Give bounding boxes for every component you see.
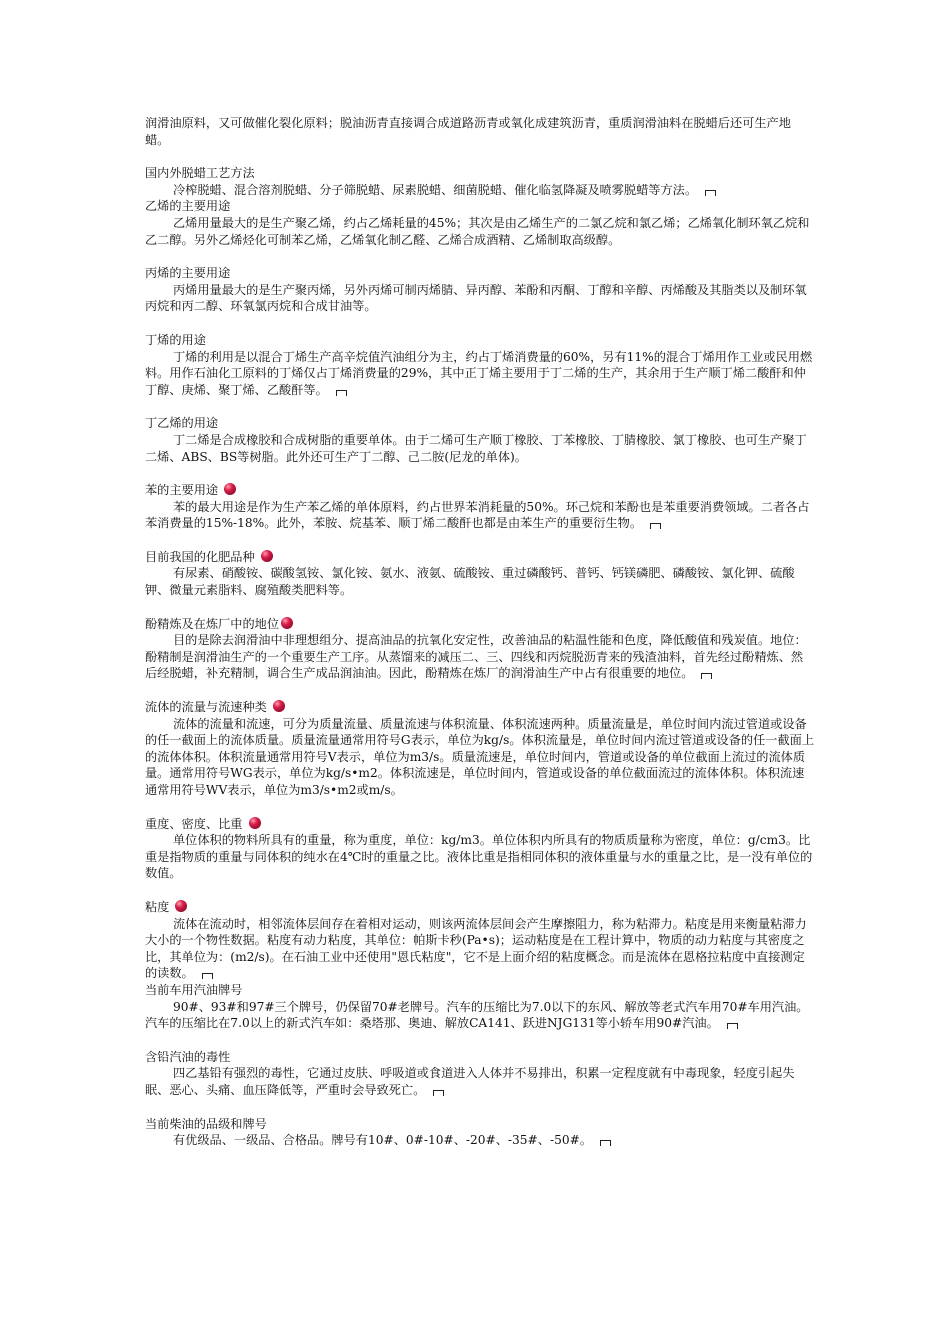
heading-text: 丙烯的主要用途 <box>145 266 231 281</box>
red-bullet-icon <box>273 700 285 712</box>
paragraph-density: 单位体积的物料所具有的重量，称为重度，单位：kg/m3。单位体积内所具有的物质质量称为密度，单位：g/cm3。比重是指物质的重量与同体积的纯水在4℃时的重量之比。液体比重是指相同体积的液体重量与水的重量之比，是一没有单位的数值。 <box>145 833 813 881</box>
paragraph-text: 四乙基铅有强烈的毒性，它通过皮肤、呼吸道或食道进入人体并不易排出，积累一定程度就有中毒现象，轻度引起失眠、恶心、头痛、血压降低等，严重时会导致死亡。 <box>145 1066 795 1097</box>
heading-fluid-flow <box>145 699 815 716</box>
red-bullet-icon <box>261 550 273 562</box>
heading-text: 当前车用汽油牌号 <box>145 982 243 997</box>
paragraph-dewaxing-methods <box>145 182 815 199</box>
red-bullet-icon <box>224 483 236 495</box>
heading-dewaxing-methods <box>145 165 815 182</box>
heading-gasoline-grades <box>145 982 815 999</box>
paragraph-benzene-uses <box>145 499 815 532</box>
paragraph-diesel-grades <box>145 1132 815 1149</box>
paragraph-text: 冷榨脱蜡、混合溶剂脱蜡、分子筛脱蜡、尿素脱蜡、细菌脱蜡、催化临氢降凝及喷雾脱蜡等方法。 <box>173 182 698 197</box>
heading-text: 国内外脱蜡工艺方法 <box>145 166 255 181</box>
red-bullet-icon <box>175 900 187 912</box>
paragraph-leaded-gasoline <box>145 1065 815 1098</box>
paragraph-butadiene-uses: 丁二烯是合成橡胶和合成树脂的重要单体。由于二烯可生产顺丁橡胶、丁苯橡胶、丁腈橡胶、氯丁橡胶、也可生产聚丁二烯、ABS、BS等树脂。此外还可生产丁二醇、己二胺(尼龙的单体)。 <box>145 432 807 464</box>
paragraph-ethylene-uses: 乙烯用量最大的是生产聚乙烯，约占乙烯耗量的45%；其次是由乙烯生产的二氯乙烷和氯乙烯；乙烯氧化制环氧乙烷和乙二醇。另外乙烯烃化可制苯乙烯，乙烯氧化制乙醛、乙烯合成酒精、乙烯制取高级醇。 <box>145 215 810 247</box>
heading-density <box>145 816 815 833</box>
heading-text: 乙烯的主要用途 <box>145 199 231 214</box>
heading-diesel-grades <box>145 1116 815 1133</box>
paragraph-text: 苯的最大用途是作为生产苯乙烯的单体原料，约占世界苯消耗量的50%。环己烷和苯酚也是苯重要消费领域。二者各占苯消费量的15%-18%。此外，苯胺、烷基苯、顺丁烯二酸酐也都是由苯生产的重要衍生物。 <box>145 499 810 531</box>
red-bullet-icon <box>281 617 293 629</box>
return-mark-icon <box>705 190 716 196</box>
heading-text: 丁烯的用途 <box>145 332 206 347</box>
return-mark-icon <box>727 1023 738 1029</box>
paragraph-viscosity <box>145 916 815 982</box>
paragraph-butene-uses <box>145 349 815 399</box>
paragraph-text: 有优级品、一级品、合格品。牌号有10#、0#-10#、-20#、-35#、-50#。 <box>173 1133 592 1148</box>
red-bullet-icon <box>249 817 261 829</box>
heading-text: 重度、密度、比重 <box>145 816 243 831</box>
paragraph-phenol-refining <box>145 632 815 682</box>
heading-phenol-refining <box>145 616 815 633</box>
paragraph-text: 目的是除去润滑油中非理想组分、提高油品的抗氧化安定性，改善油品的粘温性能和色度，降低酸值和残炭值。地位：酚精制是润滑油生产的一个重要生产工序。从蒸馏来的减压二、三、四线和丙烷脱沥青来的残渣油料，首先经过酚精炼、然后经脱蜡，补充精制，调合生产成品润油油。因此，酚精炼在炼厂的润滑油生产中占有很重要的地位。 <box>145 633 807 681</box>
heading-text: 当前柴油的品级和牌号 <box>145 1116 267 1131</box>
paragraph-propylene-uses: 丙烯用量最大的是生产聚丙烯，另外丙烯可制丙烯腈、异丙醇、苯酚和丙酮、丁醇和辛醇、丙烯酸及其脂类以及制环氧丙烷和丙二醇、环氧氯丙烷和合成甘油等。 <box>145 282 807 314</box>
paragraph-fluid-flow: 流体的流量和流速，可分为质量流量、质量流速与体积流量、体积流速两种。质量流量是，单位时间内流过管道或设备的任一截面上的流体质量。质量流量通常用符号G表示，单位为kg/s。体积流量是，单位时间内流过管道或设备的任一截面上的流体体积。体积流量通常用符号V表示，单位为m3/s。质量流速是，单位时间内，管道或设备的单位截面上流过的流体质量。通常用符号WG表示，单位为kg/s•m2。体积流速是，单位时间内，管道或设备的单位截面流过的流体体积。体积流速通常用符号WV表示，单位为m3/s•m2或m/s。 <box>145 716 815 797</box>
paragraph-text: 90#、93#和97#三个牌号，仍保留70#老牌号。汽车的压缩比为7.0以下的东风、解放等老式汽车用70#车用汽油。汽车的压缩比在7.0以上的新式汽车如：桑塔那、奥迪、解放CA141、跃进NJG131等小轿车用90#汽油。 <box>145 999 809 1031</box>
return-mark-icon <box>336 390 347 396</box>
paragraph-gasoline-grades <box>145 999 815 1032</box>
heading-butene-uses <box>145 332 815 349</box>
return-mark-icon <box>701 673 712 679</box>
heading-text: 目前我国的化肥品种 <box>145 549 255 564</box>
heading-fertilizer-types <box>145 549 815 566</box>
heading-text: 流体的流量与流速种类 <box>145 700 267 715</box>
document-page <box>145 115 815 1149</box>
heading-benzene-uses <box>145 482 815 499</box>
heading-text: 含铅汽油的毒性 <box>145 1049 231 1064</box>
return-mark-icon <box>650 523 661 529</box>
intro-paragraph: 润滑油原料，又可做催化裂化原料；脱油沥青直接调合成道路沥青或氧化成建筑沥青，重质润滑油料在脱蜡后还可生产地蜡。 <box>145 116 791 147</box>
return-mark-icon <box>433 1090 444 1096</box>
heading-text: 丁乙烯的用途 <box>145 416 219 431</box>
return-mark-icon <box>202 973 213 979</box>
heading-text: 粘度 <box>145 899 170 914</box>
heading-butadiene-uses <box>145 415 815 432</box>
heading-ethylene-uses <box>145 198 815 215</box>
heading-text: 苯的主要用途 <box>145 483 219 498</box>
paragraph-text: 丁烯的利用是以混合丁烯生产高辛烷值汽油组分为主，约占丁烯消费量的60%，另有11%的混合丁烯用作工业或民用燃料。用作石油化工原料的丁烯仅占丁烯消费量的29%，其中正丁烯主要用于丁二烯的生产，其余用于生产顺丁烯二酸酐和仲丁醇、庚烯、聚丁烯、乙酸酐等。 <box>145 349 813 397</box>
heading-leaded-gasoline <box>145 1049 815 1066</box>
heading-viscosity <box>145 899 815 916</box>
paragraph-fertilizer-types: 有尿素、硝酸铵、碳酸氢铵、氯化铵、氨水、液氨、硫酸铵、重过磷酸钙、普钙、钙镁磷肥、磷酸铵、氯化钾、硫酸钾、微量元素脂料、腐殖酸类肥料等。 <box>145 566 795 598</box>
return-mark-icon <box>600 1140 611 1146</box>
paragraph-text: 流体在流动时，相邻流体层间存在着相对运动，则该两流体层间会产生摩擦阻力，称为粘滞力。粘度是用来衡量粘滞力大小的一个物性数据。粘度有动力粘度，其单位：帕斯卡秒(Pa•s)；运动粘度是在工程计算中，物质的动力粘度与其密度之比，其单位为：(m2/s)。在石油工业中还使用"恩氏粘度"，它不是上面介绍的粘度概念。而是流体在恩格拉粘度中直接测定的读数。 <box>145 916 807 981</box>
heading-propylene-uses <box>145 265 815 282</box>
heading-text: 酚精炼及在炼厂中的地位 <box>145 616 280 631</box>
